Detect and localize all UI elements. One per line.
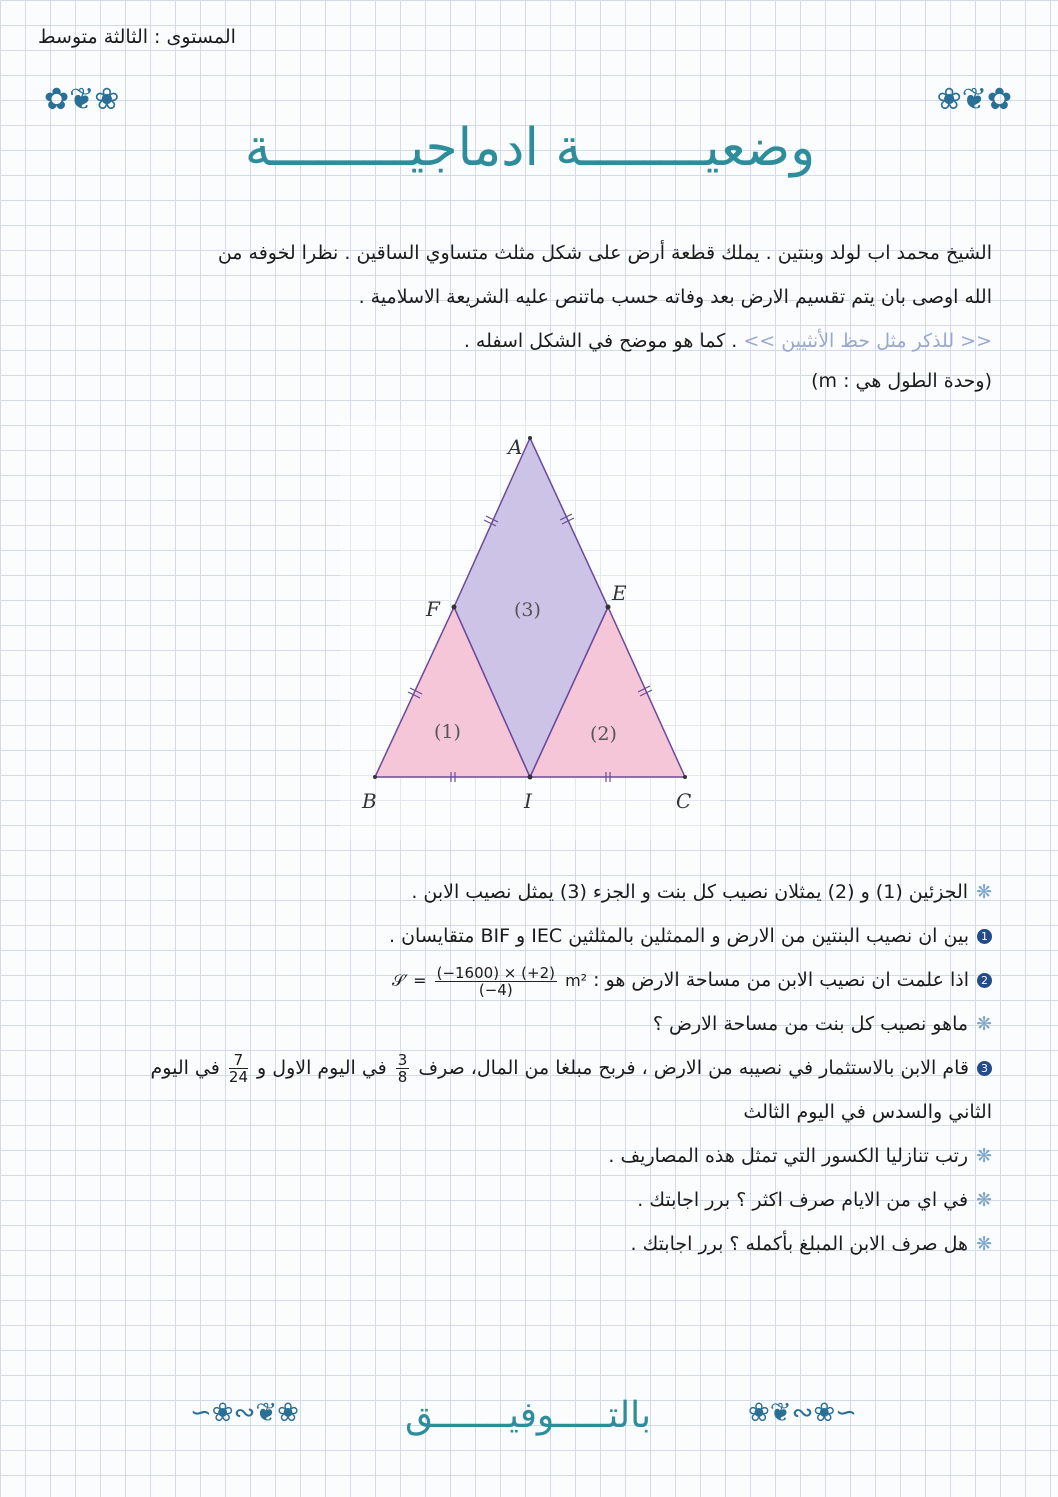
question-3a: ❋رتب تنازليا الكسور التي تمثل هذه المصاريف . [608, 1145, 992, 1167]
flower-ornament-icon: ❀❦∾❀∽ [748, 1398, 857, 1428]
question-1: 1بين ان نصيب البنتين من الارض و الممثلين بالمثلثين IEC و BIF متقايسان . [32, 914, 992, 958]
number-badge-icon: 2 [977, 973, 992, 988]
flower-ornament-icon: ✿❦❀ [44, 82, 120, 117]
bullet-asterisk-icon: ❋ [976, 1145, 992, 1167]
level-label: المستوى : الثالثة متوسط [38, 26, 236, 48]
question-intro: ❋الجزئين (1) و (2) يمثلان نصيب كل بنت و الجزء (3) يمثل نصيب الابن . [411, 881, 992, 903]
question-3: 3قام الابن بالاستثمار في نصيبه من الارض ، فربح مبلغا من المال، صرف $\frac{3}{8}$ في اليوم الاول و $\frac{7}{24}$ في اليوم [32, 1046, 992, 1090]
flower-ornament-icon: ∽❀∾❦❀ [190, 1398, 299, 1428]
length-unit: (وحدة الطول هي : m) [811, 370, 992, 392]
label-b: B [362, 789, 377, 813]
intro-line-2: الله اوصى بان يتم تقسيم الارض بعد وفاته حسب ماتنص عليه الشريعة الاسلامية . [358, 286, 992, 308]
label-c: C [676, 789, 692, 813]
label-a: A [508, 435, 523, 459]
bullet-asterisk-icon: ❋ [976, 1189, 992, 1211]
question-2: 2اذا علمت ان نصيب الابن من مساحة الارض هو : 𝒮′ = $\frac{(-1600) \times (+2)}{(-4)}$ m² [32, 958, 992, 1003]
label-e: E [612, 581, 627, 605]
fraction-7-24: $\frac{7}{24}$ [228, 1051, 248, 1086]
region-1-label: (1) [434, 721, 461, 743]
flower-ornament-icon: ❀❦✿ [936, 82, 1012, 117]
fraction-3-8: $\frac{3}{8}$ [397, 1051, 408, 1086]
question-2b: ❋ماهو نصيب كل بنت من مساحة الارض ؟ [652, 1013, 992, 1035]
question-3-line2: الثاني والسدس في اليوم الثالث [743, 1101, 992, 1123]
region-2-label: (2) [590, 723, 617, 745]
number-badge-icon: 1 [977, 929, 992, 944]
intro-line-3-rest: . كما هو موضح في الشكل اسفله . [463, 330, 738, 352]
question-3b: ❋في اي من الايام صرف اكثر ؟ برر اجابتك . [637, 1189, 992, 1211]
bullet-asterisk-icon: ❋ [976, 1013, 992, 1035]
area-formula: 𝒮′ = $\frac{(-1600) \times (+2)}{(-4)}$ m² [391, 963, 588, 999]
intro-line-1: الشيخ محمد اب لولد وبنتين . يملك قطعة أرض على شكل مثلث متساوي الساقين . نظرا لخوفه من [217, 242, 992, 264]
bullet-asterisk-icon: ❋ [976, 1233, 992, 1255]
questions-list [32, 870, 992, 1270]
label-f: F [426, 597, 440, 621]
region-3-label: (3) [514, 599, 541, 621]
religious-note: << للذكر مثل حظ الأنثيين >> [743, 330, 992, 352]
bullet-asterisk-icon: ❋ [976, 881, 992, 903]
intro-line-3 [32, 316, 992, 367]
label-i: I [524, 789, 532, 813]
triangle-figure [340, 420, 720, 840]
footer-text: بالتـــــوفيـــــــق [405, 1395, 652, 1436]
question-3c: ❋هل صرف الابن المبلغ بأكمله ؟ برر اجابتك . [630, 1233, 992, 1255]
number-badge-icon: 3 [977, 1061, 992, 1076]
page-title: وضعيــــــــة ادماجيـــــــــة [244, 118, 816, 178]
